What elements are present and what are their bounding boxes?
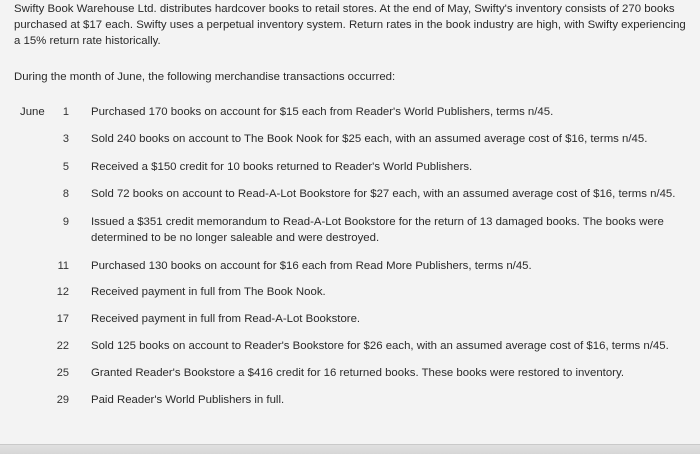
transaction-description: Received payment in full from Read-A-Lot Bookstore. xyxy=(91,313,361,325)
transaction-day: 12 xyxy=(56,286,69,298)
transaction-description: Sold 240 books on account to The Book Nook for $25 each, with an assumed average cost of $16, terms n/45. xyxy=(91,133,648,145)
transaction-description: Received a $150 credit for 10 books returned to Reader's World Publishers. xyxy=(91,161,473,173)
transaction-day: 29 xyxy=(56,394,69,406)
transaction-day: 8 xyxy=(62,188,69,200)
transaction-day: 11 xyxy=(57,260,69,272)
transaction-day: 3 xyxy=(62,133,69,145)
transaction-day: 5 xyxy=(62,161,69,173)
transactions-lead-in: During the month of June, the following merchandise transactions occurred: xyxy=(14,71,396,83)
transaction-description: Granted Reader's Bookstore a $416 credit for 16 returned books. These books were restored to inventory. xyxy=(91,367,624,379)
intro-paragraph: Swifty Book Warehouse Ltd. distributes hardcover books to retail stores. At the end of May, Swifty's inventory consists of 270 books purchased at $17 each. Swifty uses a perpetual inventory system. Return rates in the book industry are high, with Swifty experiencing a 15% return rate historically. xyxy=(14,3,686,47)
transaction-description: Purchased 130 books on account for $16 each from Read More Publishers, terms n/45. xyxy=(91,260,532,272)
transaction-description: Sold 125 books on account to Reader's Bookstore for $26 each, with an assumed average cost of $16, terms n/45. xyxy=(91,340,669,352)
transaction-description: Paid Reader's World Publishers in full. xyxy=(91,394,285,406)
transaction-day: 22 xyxy=(56,340,69,352)
transaction-description: Sold 72 books on account to Read-A-Lot Bookstore for $27 each, with an assumed average cost of $16, terms n/45. xyxy=(91,188,676,200)
transaction-day: 1 xyxy=(62,106,69,118)
transaction-description: Issued a $351 credit memorandum to Read-A-Lot Bookstore for the return of 13 damaged books. The books were determined to be no longer saleable and were destroyed. xyxy=(91,216,664,244)
transaction-day: 25 xyxy=(56,367,69,379)
transaction-description: Received payment in full from The Book Nook. xyxy=(91,286,326,298)
month-label: June xyxy=(20,106,45,118)
transaction-day: 9 xyxy=(62,216,69,228)
transaction-day: 17 xyxy=(56,313,69,325)
transaction-description: Purchased 170 books on account for $15 each from Reader's World Publishers, terms n/45. xyxy=(91,106,554,118)
